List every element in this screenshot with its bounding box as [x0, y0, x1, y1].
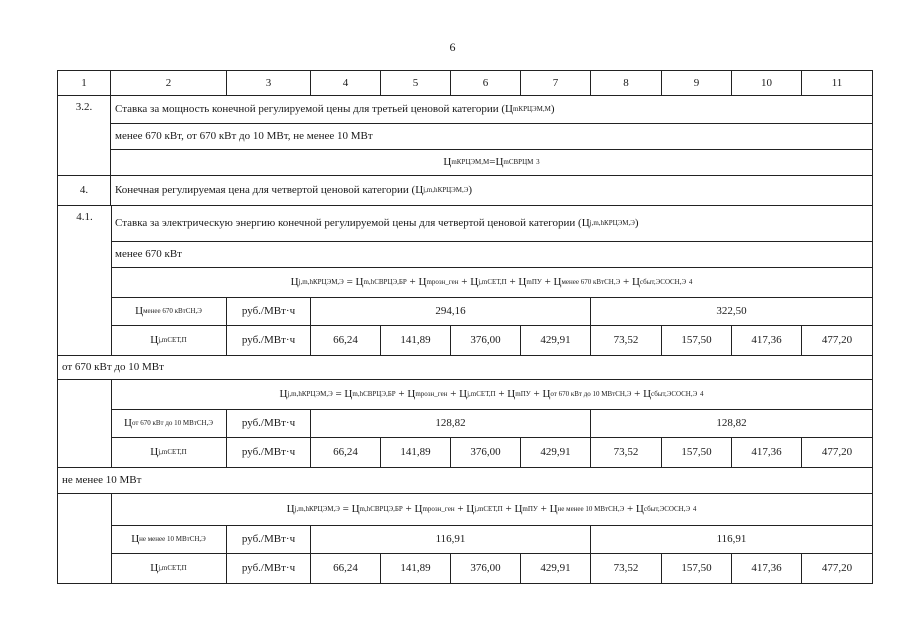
- table-cell: 73,52: [591, 437, 662, 467]
- unit: руб./МВт·ч: [227, 297, 311, 325]
- sn-value-1: 294,16: [311, 297, 591, 325]
- unit: руб./МВт·ч: [227, 409, 311, 437]
- condition-not-less-10: не менее 10 МВт: [62, 474, 142, 486]
- table-cell: 417,36: [732, 553, 802, 583]
- sn-value-2: 116,91: [716, 533, 747, 545]
- condition-670-10: от 670 кВт до 10 МВт: [62, 361, 164, 373]
- set-row: [111, 325, 872, 355]
- table-cell: 417,36: [732, 325, 802, 355]
- set-row: [111, 437, 872, 467]
- sn-row: [111, 525, 872, 553]
- table-cell: 141,89: [381, 553, 451, 583]
- sn-value-1: 116,91: [311, 525, 591, 553]
- table-cell: 141,89: [381, 437, 451, 467]
- sn-value-1: 128,82: [311, 409, 591, 437]
- formula-row: Ц j,m,h КРЦЭМ,Э = Ц m,h СВРЦЭ,БР + Ц m розн_ген + Ц j,m СЕТ,П + Ц m ПУ + Ц менее 670 кВт СН,Э + Ц сбыт,ЭСО СН,Э 4: [290, 276, 693, 288]
- table-cell: 73,52: [591, 553, 662, 583]
- unit: руб./МВт·ч: [227, 325, 311, 355]
- table-cell: 429,91: [521, 437, 591, 467]
- set-label: Ц j,m СЕТ,П: [111, 437, 227, 467]
- set-row: [111, 553, 872, 583]
- header-col-1: 1: [58, 71, 111, 95]
- section-4-1-num: 4.1.: [76, 211, 93, 223]
- sn-row: [111, 297, 872, 325]
- section-4-1-title: Ставка за электрическую энергию конечной регулируемой цены для четвертой ценовой категории (Ц: [115, 217, 590, 229]
- formula-row: Ц j,m,h КРЦЭМ,Э = Ц m,h СВРЦЭ,БР + Ц m розн_ген + Ц j,m СЕТ,П + Ц m ПУ + Ц от 670 кВт до 10 МВт СН,Э + Ц сбыт,ЭСО СН,Э 4: [279, 388, 704, 400]
- condition-less-670: менее 670 кВт: [115, 248, 182, 260]
- section-3-2-title-text: Ставка за мощность конечной регулируемой цены для третьей ценовой категории (Ц: [115, 103, 513, 115]
- table-cell: 73,52: [591, 325, 662, 355]
- unit: руб./МВт·ч: [227, 525, 311, 553]
- header-col-9: 9: [662, 71, 732, 95]
- header-col-2: 2: [111, 71, 227, 95]
- set-label: Ц j,m СЕТ,П: [111, 553, 227, 583]
- page-number: 6: [449, 40, 456, 54]
- header-col-6: 6: [451, 71, 521, 95]
- header-col-3: 3: [227, 71, 311, 95]
- table-cell: 376,00: [451, 437, 521, 467]
- tariff-table: 1 2 3 4 5 6 7 8 9 10 11 3.2. Ставка за мощность конечной регулируемой цены для третьей ценовой категории (Ц m КРЦЭМ,М ) менее 670 кВт, от 670 кВт до 10 МВт, не менее 10 МВт Ц m КРЦЭМ,М = Ц m СВРЦМ 3 4. Конечная регулируемая цена для четвертой ценовой категории (Ц j,m,h КРЦЭМ,Э ) 4.1. Ставка за электрическую энергию конечной регулируемой цены для четвертой ценовой категории (Ц j,m,h КРЦЭМ,Э ) менее 670 кВт Ц j,m,h КРЦЭМ,Э = Ц m,h СВРЦЭ,БР + Ц m розн_ген + Ц j,m СЕТ,П + Ц m ПУ + Ц менее 670 кВт СН,Э + Ц сбыт,ЭСО СН,Э 4 Ц менее 670 кВт СН,Э руб./МВт·ч 294,16 322,50 Ц j,m СЕТ,П руб./МВт·ч 66,24 141,89 376,00 429,91 73,52 157,50 417,36 477,20 от 670 кВт до 10 МВт Ц j,m,h КРЦЭМ,Э = Ц m,h СВРЦЭ,БР + Ц m розн_ген + Ц j,m СЕТ,П + Ц m ПУ + Ц от 670 кВт до 10 МВт СН,Э + Ц сбыт,ЭСО СН,Э 4 Ц от 670 кВт до 10 МВт СН,Э руб./МВт·ч 128,82 128,82 Ц j,m СЕТ,П руб./МВт·ч 66,24 141,89 376,00 429,91 73,52 157,50 417,36 477,20 не менее 10 МВт Ц j,m,h КРЦЭМ,Э = Ц m,h СВРЦЭ,БР + Ц m розн_ген + Ц j,m СЕТ,П + Ц m ПУ + Ц не менее 10 МВт СН,Э + Ц сбыт,ЭСО СН,Э 4 Ц не менее 10 МВт СН,Э руб./МВт·ч 116,91 116,91 Ц j,m СЕТ,П руб./МВт·ч 66,24 141,89 376,00 429,91 73,52 157,50 417,36 477,20: [57, 70, 873, 584]
- table-cell: 157,50: [662, 553, 732, 583]
- sn-label: Ц менее 670 кВт СН,Э: [111, 297, 227, 325]
- sn-row: [111, 409, 872, 437]
- unit: руб./МВт·ч: [227, 553, 311, 583]
- sn-value-2: 322,50: [716, 305, 747, 317]
- header-col-5: 5: [381, 71, 451, 95]
- section-3-2-num: 3.2.: [58, 95, 111, 202]
- condition-text: менее 670 кВт, от 670 кВт до 10 МВт, не менее 10 МВт: [115, 130, 373, 142]
- table-cell: 477,20: [821, 446, 853, 458]
- table-cell: 477,20: [821, 562, 853, 574]
- header-col-7: 7: [521, 71, 591, 95]
- section-4-num: 4.: [58, 175, 111, 205]
- table-cell: 157,50: [662, 325, 732, 355]
- header-row: [58, 71, 872, 95]
- table-cell: 141,89: [381, 325, 451, 355]
- section-3-2-condition: [111, 123, 872, 149]
- table-cell: 66,24: [311, 553, 381, 583]
- header-col-11: 11: [831, 77, 843, 89]
- set-label: Ц j,m СЕТ,П: [111, 325, 227, 355]
- unit: руб./МВт·ч: [227, 437, 311, 467]
- sn-value-2: 128,82: [716, 417, 747, 429]
- header-col-8: 8: [591, 71, 662, 95]
- table-cell: 376,00: [451, 325, 521, 355]
- table-cell: 429,91: [521, 553, 591, 583]
- table-cell: 417,36: [732, 437, 802, 467]
- sn-label: Ц не менее 10 МВт СН,Э: [111, 525, 227, 553]
- section-4-title: Конечная регулируемая цена для четвертой ценовой категории (Ц: [115, 184, 424, 196]
- section-3-2-formula: Ц m КРЦЭМ,М = Ц m СВРЦМ 3: [443, 156, 540, 168]
- header-col-4: 4: [311, 71, 381, 95]
- table-cell: 429,91: [521, 325, 591, 355]
- table-cell: 66,24: [311, 437, 381, 467]
- table-cell: 66,24: [311, 325, 381, 355]
- table-cell: 477,20: [821, 334, 853, 346]
- section-3-2-title: Ставка за мощность конечной регулируемой цены для третьей ценовой категории (Ц m КРЦЭМ,М ): [115, 103, 555, 115]
- header-col-10: 10: [732, 71, 802, 95]
- section-4: 4. Конечная регулируемая цена для четвертой ценовой категории (Ц j,m,h КРЦЭМ,Э ): [58, 175, 872, 205]
- sn-label: Ц от 670 кВт до 10 МВт СН,Э: [111, 409, 227, 437]
- formula-row: Ц j,m,h КРЦЭМ,Э = Ц m,h СВРЦЭ,БР + Ц m розн_ген + Ц j,m СЕТ,П + Ц m ПУ + Ц не менее 10 МВт СН,Э + Ц сбыт,ЭСО СН,Э 4: [286, 503, 697, 515]
- table-cell: 157,50: [662, 437, 732, 467]
- table-cell: 376,00: [451, 553, 521, 583]
